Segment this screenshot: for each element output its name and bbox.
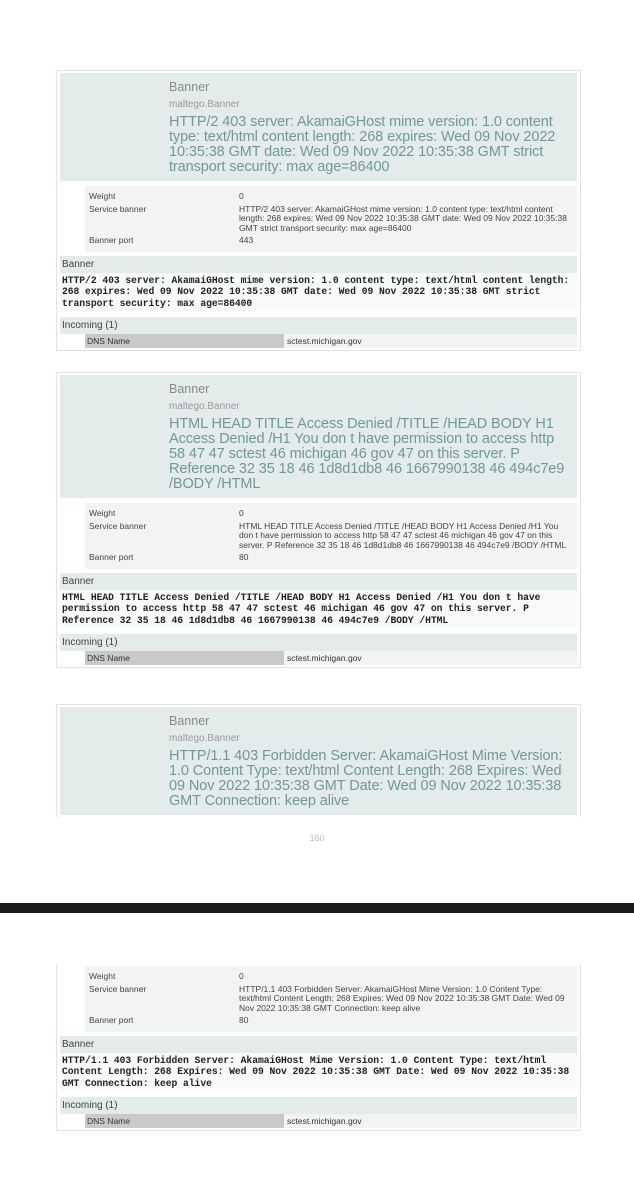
banner-section-header: Banner: [60, 256, 577, 273]
entity-header: [60, 73, 577, 181]
property-row: [89, 509, 573, 519]
property-row: [89, 553, 573, 563]
entity-value: HTTP/2 403 server: AkamaiGHost mime version: 1.0 content type: text/html content length: 268 expires: Wed 09 Nov 2022 10:35:38 GMT date: Wed 09 Nov 2022 10:35:38 GMT strict transport security: max age=86400: [169, 114, 556, 175]
incoming-row: [85, 651, 577, 665]
properties-table: [85, 503, 577, 569]
property-key: Banner port: [89, 552, 134, 562]
banner-section-header: Banner: [60, 1036, 577, 1053]
entity-type: maltego.Banner: [169, 99, 240, 110]
property-value: 80: [239, 552, 249, 562]
entity-header: [60, 375, 577, 498]
incoming-type: DNS Name: [85, 334, 284, 348]
property-row: [89, 522, 573, 551]
incoming-value: sctest.michigan.gov: [287, 336, 362, 346]
property-row: [89, 985, 573, 1014]
entity-title: Banner: [169, 80, 210, 94]
incoming-row: [85, 334, 577, 348]
property-row: [89, 236, 573, 246]
entity-card-1: [56, 70, 581, 351]
incoming-type: DNS Name: [85, 1114, 284, 1128]
property-value: 80: [239, 1015, 249, 1025]
property-value: 0: [239, 508, 244, 518]
property-value: HTML HEAD TITLE Access Denied /TITLE /HEAD BODY H1 Access Denied /H1 You don t have permission to access http 58 47 47 sctest 46 michigan 46 gov 47 on this server. P Reference 32 35 18 46 1d8d1db8 46 1667990138 46 494c7e9 /BODY /HTML: [239, 520, 567, 550]
property-value: HTTP/2 403 server: AkamaiGHost mime version: 1.0 content type: text/html content length: 268 expires: Wed 09 Nov 2022 10:35:38 GMT date: Wed 09 Nov 2022 10:35:38 GMT strict transport security: max age=86400: [239, 203, 567, 233]
entity-card-3-bottom: [56, 964, 581, 1131]
entity-title: Banner: [169, 714, 210, 728]
property-row: [89, 192, 573, 202]
incoming-section-header: Incoming (1): [60, 1097, 577, 1114]
banner-section-header: Banner: [60, 573, 577, 590]
entity-title: Banner: [169, 382, 210, 396]
property-value: 443: [239, 235, 254, 245]
banner-text: HTML HEAD TITLE Access Denied /TITLE /HEAD BODY H1 Access Denied /H1 You don t have permission to access http 58 47 47 sctest 46 michigan 46 gov 47 on this server. P Reference 32 35 18 46 1d8d1db8 46 1667990138 46 494c7e9 /BODY /HTML: [60, 590, 577, 629]
properties-table: [85, 186, 577, 252]
page-number: 160: [309, 833, 325, 843]
entity-value: HTTP/1.1 403 Forbidden Server: AkamaiGHost Mime Version: 1.0 Content Type: text/html Content Length: 268 Expires: Wed 09 Nov 2022 10:35:38 GMT Date: Wed 09 Nov 2022 10:35:38 GMT Connection: keep alive: [169, 748, 563, 809]
incoming-type: DNS Name: [85, 651, 284, 665]
incoming-value: sctest.michigan.gov: [287, 653, 362, 663]
properties-table: [85, 966, 577, 1032]
entity-value: HTML HEAD TITLE Access Denied /TITLE /HEAD BODY H1 Access Denied /H1 You don t have permission to access http 58 47 47 sctest 46 michigan 46 gov 47 on this server. P Reference 32 35 18 46 1d8d1db8 46 1667990138 46 494c7e9 /BODY /HTML: [169, 416, 565, 492]
incoming-value: sctest.michigan.gov: [287, 1116, 362, 1126]
property-key: Service banner: [89, 520, 147, 531]
property-key: Service banner: [89, 983, 147, 994]
incoming-row: [85, 1114, 577, 1128]
property-value: 0: [239, 191, 244, 201]
entity-card-3-top: [56, 704, 581, 817]
page-divider: [0, 903, 634, 913]
property-key: Banner port: [89, 235, 134, 245]
property-key: Weight: [89, 971, 116, 981]
entity-type: maltego.Banner: [169, 401, 240, 412]
incoming-section-header: Incoming (1): [60, 634, 577, 651]
property-row: [89, 205, 573, 234]
property-key: Service banner: [89, 203, 147, 214]
property-value: 0: [239, 971, 244, 981]
entity-header: [60, 707, 577, 815]
property-value: HTTP/1.1 403 Forbidden Server: AkamaiGHost Mime Version: 1.0 Content Type: text/html Content Length: 268 Expires: Wed 09 Nov 2022 10:35:38 GMT Date: Wed 09 Nov 2022 10:35:38 GMT Connection: keep alive: [239, 983, 565, 1013]
property-row: [89, 1016, 573, 1026]
property-key: Banner port: [89, 1015, 134, 1025]
property-key: Weight: [89, 191, 116, 201]
banner-text: HTTP/2 403 server: AkamaiGHost mime version: 1.0 content type: text/html content length: 268 expires: Wed 09 Nov 2022 10:35:38 GMT date: Wed 09 Nov 2022 10:35:38 GMT strict transport security: max age=86400: [60, 273, 577, 312]
entity-type: maltego.Banner: [169, 733, 240, 744]
property-row: [89, 972, 573, 982]
entity-card-2: [56, 372, 581, 668]
incoming-section-header: Incoming (1): [60, 317, 577, 334]
property-key: Weight: [89, 508, 116, 518]
banner-text: HTTP/1.1 403 Forbidden Server: AkamaiGHost Mime Version: 1.0 Content Type: text/html Content Length: 268 Expires: Wed 09 Nov 2022 10:35:38 GMT Date: Wed 09 Nov 2022 10:35:38 GMT Connection: keep alive: [60, 1053, 577, 1092]
